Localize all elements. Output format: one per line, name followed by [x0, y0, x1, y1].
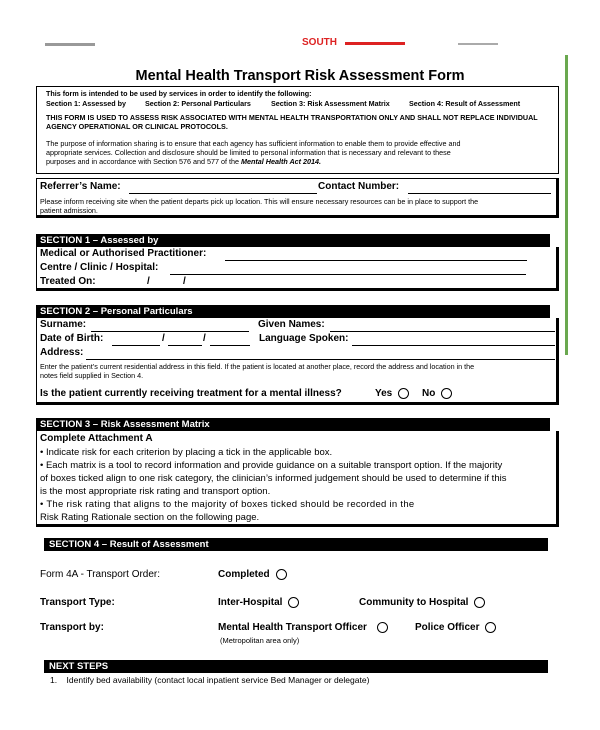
transport-by-label: Transport by:: [40, 622, 104, 633]
brand-logo: SOUTH: [302, 38, 337, 47]
date-slash: /: [203, 333, 206, 344]
referrer-name-label: Referrer’s Name:: [40, 181, 121, 192]
section3-bar: SECTION 3 – Risk Assessment Matrix: [36, 418, 550, 431]
dob-day-field[interactable]: [112, 345, 160, 346]
referrer-note: patient admission.: [40, 206, 98, 215]
intro-warning: THIS FORM IS USED TO ASSESS RISK ASSOCIATED WITH MENTAL HEALTH TRANSPORTATION ONLY AND SHALL NOT REPLACE INDIVIDUAL AGENCY OPERATIONAL OR CLINICAL PROTOCOLS.: [46, 113, 538, 131]
treated-year-field[interactable]: [190, 288, 236, 289]
police-option[interactable]: [415, 622, 496, 633]
form-title: Mental Health Transport Risk Assessment Form: [135, 68, 465, 84]
intro-purpose: [46, 157, 321, 166]
mh-officer-option[interactable]: [218, 622, 388, 633]
treated-on-label: Treated On:: [40, 276, 96, 287]
section4-bar: SECTION 4 – Result of Assessment: [44, 538, 548, 551]
intro-purpose-text: purposes and in accordance with Section 576 and 577 of the: [46, 157, 241, 166]
police-radio[interactable]: [485, 622, 496, 633]
section3-bullet: is the most appropriate risk rating and transport option.: [40, 486, 271, 497]
intro-item: Section 3: Risk Assessment Matrix: [271, 99, 390, 108]
given-names-field[interactable]: [330, 331, 555, 332]
section3-bullet: • Each matrix is a tool to record information and provide guidance on a suitable transport option. If the majority: [40, 460, 503, 471]
yes-option[interactable]: [375, 388, 409, 399]
treated-day-field[interactable]: [117, 288, 145, 289]
language-field[interactable]: [352, 345, 555, 346]
inter-hospital-option[interactable]: [218, 597, 299, 608]
no-option[interactable]: [422, 388, 452, 399]
address-label: Address:: [40, 347, 84, 358]
next-steps-bar: NEXT STEPS: [44, 660, 548, 673]
section1-bar: SECTION 1 – Assessed by: [36, 234, 550, 247]
referrer-box: [36, 178, 559, 218]
next-step-item: 1. Identify bed availability (contact local inpatient service Bed Manager or delegate): [50, 675, 370, 685]
mh-officer-radio[interactable]: [377, 622, 388, 633]
community-radio[interactable]: [474, 597, 485, 608]
centre-field[interactable]: [170, 274, 526, 275]
practitioner-field[interactable]: [225, 260, 527, 261]
centre-label: Centre / Clinic / Hospital:: [40, 262, 159, 273]
inter-hospital-radio[interactable]: [288, 597, 299, 608]
address-note: Enter the patient’s current residential address in this field. If the patient is located at another place, record the address and location in the: [40, 362, 475, 371]
community-label: Community to Hospital: [359, 597, 469, 609]
intro-purpose: appropriate services. Collection and disclosure should be limited to personal information that is necessary and relevant to these: [46, 148, 451, 157]
police-label: Police Officer: [415, 622, 480, 634]
given-names-label: Given Names:: [258, 319, 325, 330]
surname-field[interactable]: [91, 331, 249, 332]
no-radio[interactable]: [441, 388, 452, 399]
section3-bullet: • Indicate risk for each criterion by placing a tick in the applicable box.: [40, 447, 333, 458]
surname-label: Surname:: [40, 319, 87, 330]
date-slash: /: [183, 276, 186, 287]
intro-line: This form is intended to be used by services in order to identify the following:: [46, 89, 312, 98]
section3-bullet: Risk Rating Rationale section on the following page.: [40, 512, 260, 523]
date-slash: /: [147, 276, 150, 287]
treated-month-field[interactable]: [153, 288, 181, 289]
transport-type-label: Transport Type:: [40, 597, 115, 608]
contact-number-field[interactable]: [408, 193, 551, 194]
metro-note: (Metropolitan area only): [220, 636, 300, 645]
practitioner-label: Medical or Authorised Practitioner:: [40, 248, 207, 259]
date-slash: /: [162, 333, 165, 344]
referrer-name-field[interactable]: [129, 193, 317, 194]
completed-label: Completed: [218, 569, 270, 581]
address-note: notes field supplied in Section 4.: [40, 371, 144, 380]
dob-year-field[interactable]: [210, 345, 250, 346]
section3-heading: Complete Attachment A: [40, 433, 153, 444]
section2-bar: SECTION 2 – Personal Particulars: [36, 305, 550, 318]
brand-logo-bar: [345, 42, 405, 45]
intro-box: [36, 86, 559, 174]
mh-officer-label: Mental Health Transport Officer: [218, 622, 367, 634]
no-label: No: [422, 388, 436, 400]
intro-item: Section 1: Assessed by: [46, 99, 127, 108]
form4a-label: Form 4A - Transport Order:: [40, 569, 161, 580]
inter-hospital-label: Inter-Hospital: [218, 597, 283, 609]
dob-month-field[interactable]: [168, 345, 202, 346]
community-option[interactable]: [359, 597, 485, 608]
treatment-question: Is the patient currently receiving treatment for a mental illness?: [40, 388, 342, 399]
referrer-note: Please inform receiving site when the patient departs pick up location. This will ensure necessary resources can be in place to support the: [40, 197, 479, 206]
intro-purpose: The purpose of information sharing is to ensure that each agency has sufficient information to enable them to provide effective and: [46, 139, 461, 148]
yes-radio[interactable]: [398, 388, 409, 399]
intro-item: Section 2: Personal Particulars: [145, 99, 251, 108]
address-field[interactable]: [86, 359, 555, 360]
page-edge-line: [565, 55, 568, 355]
left-logo: [45, 43, 95, 46]
dob-label: Date of Birth:: [40, 333, 104, 344]
yes-label: Yes: [375, 388, 393, 400]
section3-bullet: of boxes ticked align to one risk category, the clinician’s informed judgement should be used to determine if this: [40, 473, 507, 484]
language-label: Language Spoken:: [259, 333, 349, 344]
intro-act: Mental Health Act 2014.: [241, 157, 322, 166]
intro-item: Section 4: Result of Assessment: [409, 99, 521, 108]
completed-radio[interactable]: [276, 569, 287, 580]
section3-bullet: • The risk rating that aligns to the majority of boxes ticked should be recorded in the: [40, 499, 415, 510]
contact-number-label: Contact Number:: [318, 181, 400, 192]
right-logo: [458, 43, 498, 45]
completed-option[interactable]: [218, 569, 287, 580]
